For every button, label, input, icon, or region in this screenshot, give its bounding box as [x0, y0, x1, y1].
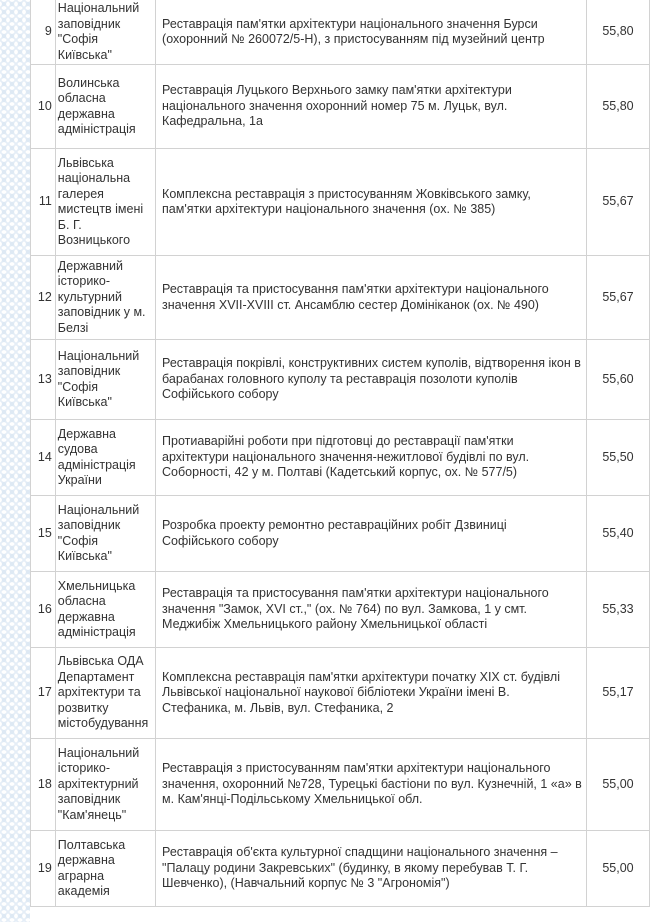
table-row — [31, 739, 650, 831]
amount-cell: 55,80 — [586, 0, 649, 65]
description-cell: Реставрація покрівлі, конструктивних систем куполів, відтворення ікон в барабанах головного куполу та реставрація позолоти куполів Софійського собору — [156, 340, 587, 420]
row-number: 9 — [31, 0, 56, 65]
description-cell: Реставрація Луцького Верхнього замку пам'ятки архітектури національного значення охоронний номер 75 м. Луцьк, вул. Кафедральна, 1а — [156, 65, 587, 149]
amount-cell: 55,40 — [586, 496, 649, 572]
table-row — [31, 831, 650, 907]
row-number: 12 — [31, 256, 56, 340]
amount-cell: 55,60 — [586, 340, 649, 420]
row-number: 11 — [31, 149, 56, 256]
organization-cell: Львівська ОДА Департамент архітектури та розвитку містобудування — [55, 648, 155, 739]
organization-cell: Хмельницька обласна державна адміністрація — [55, 572, 155, 648]
description-cell: Реставрація об'єкта культурної спадщини національного значення – "Палацу родини Закревських" (будинку, в якому перебував Т. Г. Шевченко), (Навчальний корпус № 3 "Агрономія") — [156, 831, 587, 907]
table-row — [31, 256, 650, 340]
amount-cell: 55,17 — [586, 648, 649, 739]
amount-cell: 55,33 — [586, 572, 649, 648]
row-number: 19 — [31, 831, 56, 907]
table-row — [31, 149, 650, 256]
projects-table — [30, 0, 650, 907]
organization-cell: Національний заповідник "Софія Київська" — [55, 340, 155, 420]
organization-cell: Полтавська державна аграрна академія — [55, 831, 155, 907]
amount-cell: 55,00 — [586, 739, 649, 831]
amount-cell: 55,80 — [586, 65, 649, 149]
organization-cell: Національний заповідник "Софія Київська" — [55, 496, 155, 572]
description-cell: Реставрація та пристосування пам'ятки архітектури національного значення XVII-XVIII ст. Ансамблю сестер Домініканок (ох. № 490) — [156, 256, 587, 340]
row-number: 18 — [31, 739, 56, 831]
description-cell: Комплексна реставрація з пристосуванням Жовківського замку, пам'ятки архітектури національного значення (ох. № 385) — [156, 149, 587, 256]
table-row — [31, 496, 650, 572]
row-number: 17 — [31, 648, 56, 739]
row-number: 13 — [31, 340, 56, 420]
description-cell: Комплексна реставрація пам'ятки архітектури початку XIX ст. будівлі Львівської національної наукової бібліотеки України імені В. Стефаника, м. Львів, вул. Стефаника, 2 — [156, 648, 587, 739]
description-cell: Протиаварійні роботи при підготовці до реставрації пам'ятки архітектури національного значення-нежитлової будівлі по вул. Соборності, 42 у м. Полтаві (Кадетський корпус, ох. № 577/5) — [156, 420, 587, 496]
table-row — [31, 0, 650, 65]
description-cell: Розробка проекту ремонтно реставраційних робіт Дзвиниці Софійського собору — [156, 496, 587, 572]
organization-cell: Національний заповідник "Софія Київська" — [55, 0, 155, 65]
decorative-border — [0, 0, 30, 922]
amount-cell: 55,67 — [586, 256, 649, 340]
table-row — [31, 420, 650, 496]
amount-cell: 55,50 — [586, 420, 649, 496]
description-cell: Реставрація з пристосуванням пам'ятки архітектури національного значення, охоронний №728, Турецькі бастіони по вул. Кузнечній, 1 «а» в м. Кам'янці-Подільському Хмельницької обл. — [156, 739, 587, 831]
table-row — [31, 340, 650, 420]
table-row — [31, 65, 650, 149]
organization-cell: Національний історико-архітектурний заповідник "Кам'янець" — [55, 739, 155, 831]
row-number: 10 — [31, 65, 56, 149]
organization-cell: Державний історико-культурний заповідник у м. Белзі — [55, 256, 155, 340]
organization-cell: Волинська обласна державна адміністрація — [55, 65, 155, 149]
table-row — [31, 572, 650, 648]
description-cell: Реставрація пам'ятки архітектури національного значення Бурси (охоронний № 260072/5-Н), з пристосуванням під музейний центр — [156, 0, 587, 65]
row-number: 14 — [31, 420, 56, 496]
projects-table-container — [30, 0, 650, 907]
amount-cell: 55,67 — [586, 149, 649, 256]
row-number: 15 — [31, 496, 56, 572]
table-row — [31, 648, 650, 739]
amount-cell: 55,00 — [586, 831, 649, 907]
row-number: 16 — [31, 572, 56, 648]
organization-cell: Державна судова адміністрація України — [55, 420, 155, 496]
organization-cell: Львівська національна галерея мистецтв імені Б. Г. Возницького — [55, 149, 155, 256]
description-cell: Реставрація та пристосування пам'ятки архітектури національного значення "Замок, XVI ст.," (ох. № 764) по вул. Замкова, 1 у смт. Меджибіж Хмельницького району Хмельницької області — [156, 572, 587, 648]
